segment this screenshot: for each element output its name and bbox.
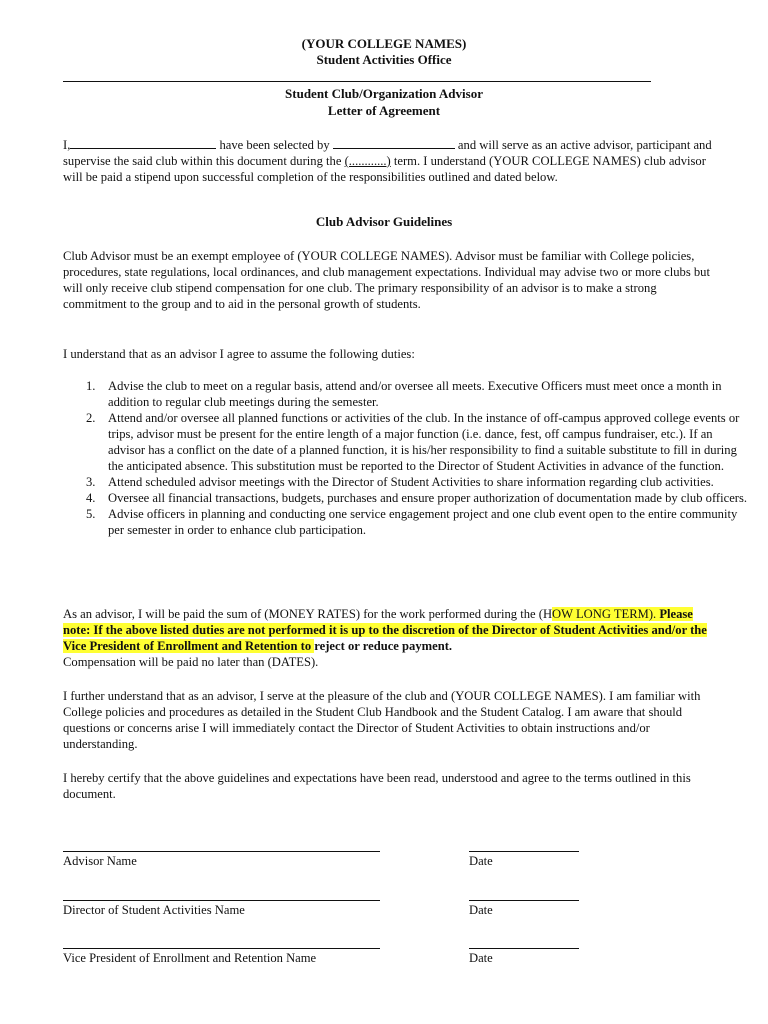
intro-text-4: term. I understand (YOUR COLLEGE NAMES) club advisor will be paid a stipend upon successful completion of the responsibilities outlined and dated below. xyxy=(63,154,706,184)
advisor-name-label: Advisor Name xyxy=(63,854,137,868)
vp-date-line xyxy=(469,948,579,949)
vp-signature-line xyxy=(63,948,380,949)
guidelines-heading: Club Advisor Guidelines xyxy=(315,214,453,229)
advisor-date-line xyxy=(469,851,579,852)
compensation-paragraph xyxy=(63,606,713,670)
duty-text: Oversee all financial transactions, budgets, purchases and ensure proper authorization of documentation made by club officers. xyxy=(108,491,748,505)
highlighted-term-text: OW LONG TERM). xyxy=(552,607,660,621)
understanding-paragraph: I further understand that as an advisor, I serve at the pleasure of the club and (YOUR COLLEGE NAMES). I am familiar with College policies and procedures as detailed in the Student Club Handbook and the Student Catalog. I am aware that should questions or concerns arise I will immediately contact the Director of Student Activities to obtain instructions and/or understanding. xyxy=(63,689,701,751)
college-name-heading: (YOUR COLLEGE NAMES) xyxy=(301,36,467,51)
duty-number: 4. xyxy=(86,491,96,505)
payment-warning-text: reject or reduce payment. xyxy=(314,639,453,653)
advisor-signature-line xyxy=(63,851,380,852)
duty-item xyxy=(86,378,750,410)
vp-name-label: Vice President of Enrollment and Retention Name xyxy=(63,951,317,965)
intro-paragraph xyxy=(63,137,713,185)
duty-item xyxy=(86,506,750,538)
duty-item xyxy=(86,474,750,490)
advisor-name-blank xyxy=(70,137,216,149)
duties-list xyxy=(63,378,750,538)
selector-name-blank xyxy=(333,137,455,149)
duty-item xyxy=(86,410,750,474)
compensation-text: As an advisor, I will be paid the sum of (MONEY RATES) for the work performed during the (H xyxy=(63,607,553,621)
director-date-label: Date xyxy=(469,903,493,917)
intro-text-1: I, xyxy=(63,138,71,152)
advisor-requirements-paragraph: Club Advisor must be an exempt employee of (YOUR COLLEGE NAMES). Advisor must be familiar with College policies, procedures, state regulations, local ordinances, and club management expectations. Individual may advise two or more clubs but will only receive club stipend compensation for one club. The primary responsibility of an advisor is to make a strong commitment to the group and to aid in the personal growth of students. xyxy=(63,249,710,311)
intro-text-2: have been selected by xyxy=(216,138,333,152)
duty-item xyxy=(86,490,750,506)
duty-text: Attend and/or oversee all planned functions or activities of the club. In the instance of off-campus approved college events or trips, advisor must be present for the entire length of a major function (i.e. dance, fest, off campus fundraiser, etc.). If an advisor has a conflict on the date of a planned function, it is his/her responsibility to find a suitable substitute to fill in during the anticipated absence. This substitution must be reported to the Director of Student Activities in advance of the function. xyxy=(108,411,740,473)
duty-text: Advise the club to meet on a regular basis, attend and/or oversee all meets. Executive Officers must meet once a month in addition to regular club meetings during the semester. xyxy=(108,379,722,409)
document-title: Student Club/Organization Advisor xyxy=(285,86,483,101)
duty-number: 5. xyxy=(86,507,96,521)
director-signature-line xyxy=(63,900,380,901)
intro-text-3: and will serve as an active advisor, participant and supervise the said club within this document during the xyxy=(63,138,712,168)
term-blank: (............) xyxy=(344,154,391,168)
duty-number: 1. xyxy=(86,379,96,393)
header-divider xyxy=(63,81,651,82)
advisor-date-label: Date xyxy=(469,854,493,868)
director-date-line xyxy=(469,900,579,901)
document-subtitle: Letter of Agreement xyxy=(327,103,441,118)
office-name-heading: Student Activities Office xyxy=(316,52,452,67)
duty-text: Advise officers in planning and conducting one service engagement project and one club event open to the entire community per semester in order to enhance club participation. xyxy=(108,507,738,537)
duty-text: Attend scheduled advisor meetings with the Director of Student Activities to share information regarding club activities. xyxy=(108,475,714,489)
certification-paragraph: I hereby certify that the above guidelines and expectations have been read, understood and agree to the terms outlined in this document. xyxy=(63,771,691,801)
duty-number: 2. xyxy=(86,411,96,425)
duties-intro-paragraph: I understand that as an advisor I agree to assume the following duties: xyxy=(63,347,415,361)
vp-date-label: Date xyxy=(469,951,493,965)
highlighted-note-text: Please note: If the above listed duties are not performed it is up to the discretion of the Director of Student Activities and/or the Vice President of Enrollment and Retention to xyxy=(63,607,707,653)
compensation-date-text: Compensation will be paid no later than (DATES). xyxy=(63,655,319,669)
director-name-label: Director of Student Activities Name xyxy=(63,903,245,917)
duty-number: 3. xyxy=(86,475,96,489)
